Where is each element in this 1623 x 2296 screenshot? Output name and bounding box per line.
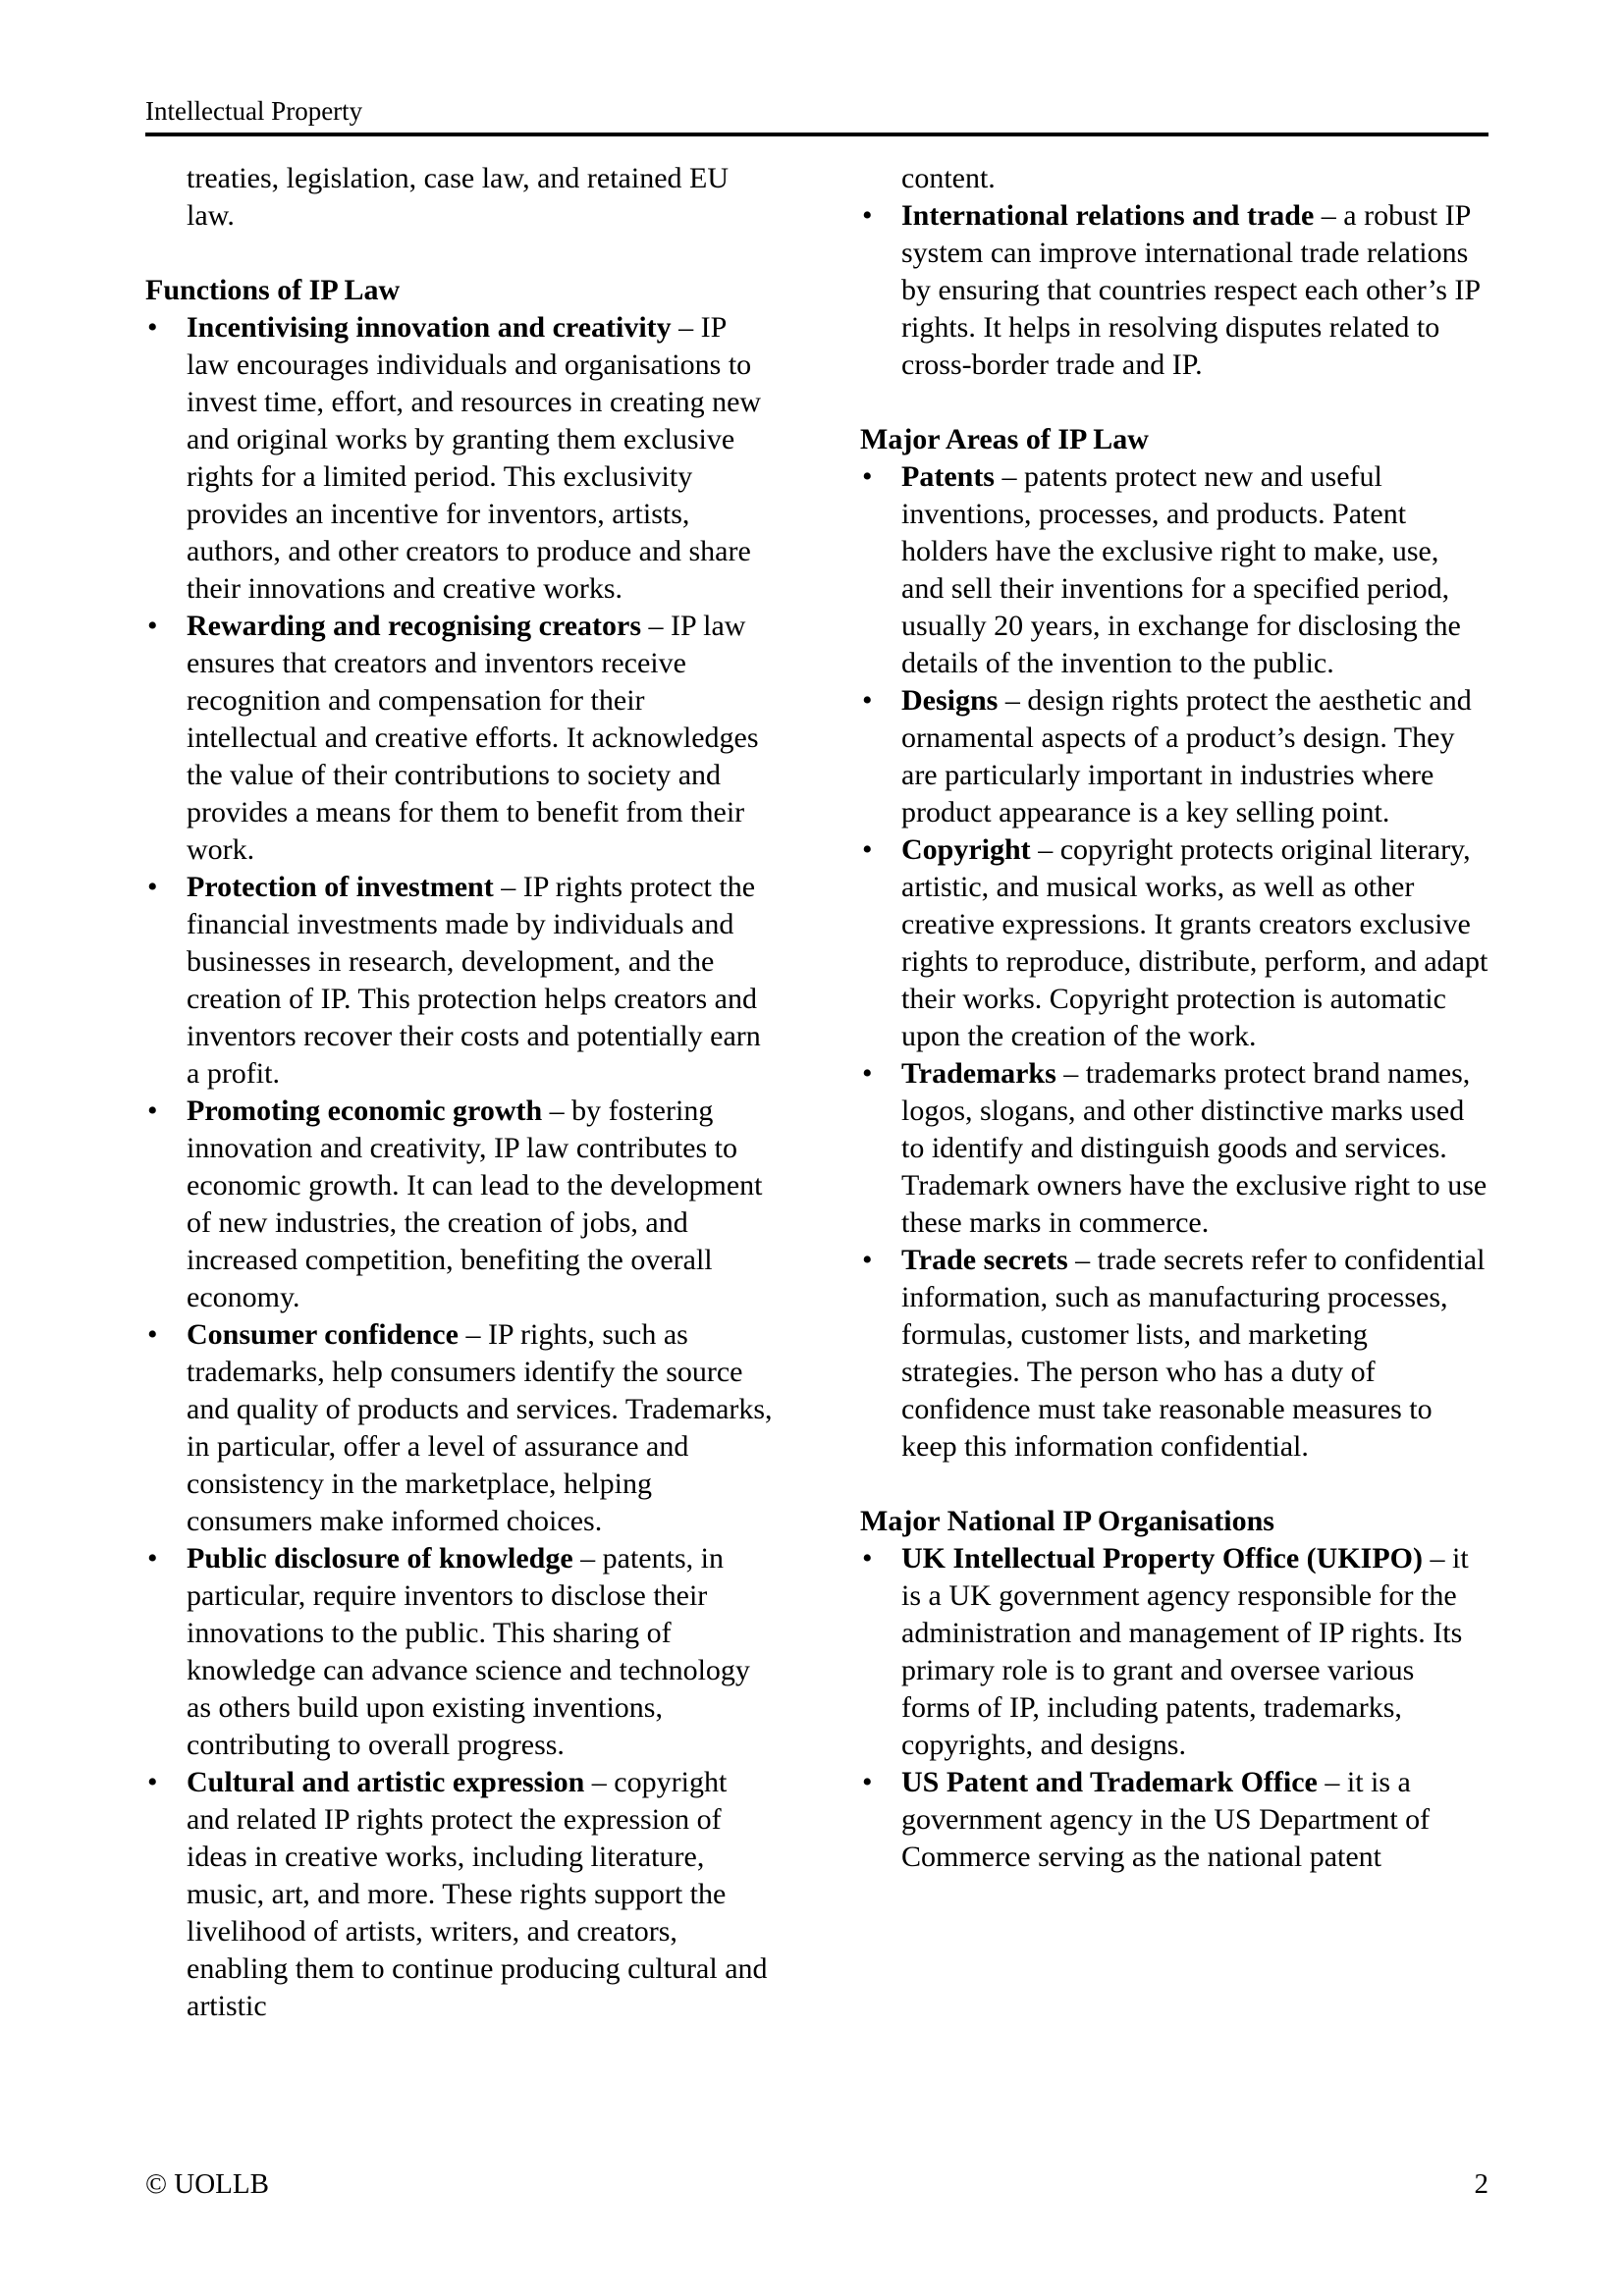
dash-separator: – bbox=[493, 871, 523, 903]
dash-separator: – bbox=[458, 1318, 488, 1351]
item-term: Cultural and artistic expression bbox=[187, 1766, 585, 1798]
continuation-paragraph: content. bbox=[901, 162, 996, 194]
bullet-item bbox=[860, 831, 1488, 1055]
dash-separator: – bbox=[671, 311, 701, 344]
bullet-item bbox=[145, 608, 774, 869]
dash-separator: – bbox=[1317, 1766, 1347, 1798]
bullet-icon: • bbox=[862, 460, 873, 493]
item-body: trade secrets refer to confidential information, such as manufacturing processes, formulas, customer lists, and marketing strategies. The person who has a duty of confidence must take reasonable measures to keep this information confidential. bbox=[901, 1244, 1486, 1463]
item-term: Copyright bbox=[901, 833, 1031, 866]
bullet-icon: • bbox=[147, 871, 158, 903]
bullet-item bbox=[145, 1316, 774, 1540]
dash-separator: – bbox=[542, 1095, 572, 1127]
bullet-icon: • bbox=[862, 684, 873, 717]
bullet-icon: • bbox=[147, 1095, 158, 1127]
item-body: patents protect new and useful inventions, processes, and products. Patent holders have the exclusive right to make, use, and sell their inventions for a specified period, usually 20 years, in exchange for disclosing the details of the invention to the public. bbox=[901, 460, 1461, 679]
page-footer bbox=[145, 2166, 1488, 2202]
section-heading-functions: Functions of IP Law bbox=[145, 274, 401, 306]
dash-separator: – bbox=[1422, 1542, 1452, 1575]
bullet-item bbox=[145, 869, 774, 1093]
item-body: design rights protect the aesthetic and ornamental aspects of a product’s design. They are particularly important in industries where product appearance is a key selling point. bbox=[901, 684, 1472, 828]
bullet-item bbox=[145, 1764, 774, 2025]
item-body: IP law encourages individuals and organisations to invest time, effort, and resources in creating new and original works by granting them exclusive rights for a limited period. This exclusivity provides an incentive for inventors, artists, authors, and other creators to produce and share their innovations and creative works. bbox=[187, 311, 762, 605]
bullet-item bbox=[860, 1055, 1488, 1242]
bullet-item bbox=[145, 309, 774, 608]
item-body: trademarks protect brand names, logos, slogans, and other distinctive marks used to identify and distinguish goods and services. Trademark owners have the exclusive right to use these marks in commerce. bbox=[901, 1057, 1488, 1239]
dash-separator: – bbox=[641, 610, 672, 642]
bullet-icon: • bbox=[862, 1244, 873, 1276]
item-term: Protection of investment bbox=[187, 871, 494, 903]
item-term: International relations and trade bbox=[901, 199, 1315, 232]
item-body: a robust IP system can improve international trade relations by ensuring that countries respect each other’s IP rights. It helps in resolving disputes related to cross-border trade and IP. bbox=[901, 199, 1480, 381]
dash-separator: – bbox=[1055, 1057, 1086, 1090]
item-body: IP law ensures that creators and inventors receive recognition and compensation for their intellectual and creative efforts. It acknowledges the value of their contributions to society and provides a means for them to benefit from their work. bbox=[187, 610, 759, 866]
section-heading-major-areas: Major Areas of IP Law bbox=[860, 423, 1149, 455]
running-header-title: Intellectual Property bbox=[145, 96, 363, 126]
bullet-icon: • bbox=[147, 311, 158, 344]
bullet-item bbox=[860, 1764, 1488, 1876]
continuation-paragraph: treaties, legislation, case law, and retained EU law. bbox=[187, 162, 729, 232]
item-term: Consumer confidence bbox=[187, 1318, 459, 1351]
left-column bbox=[145, 160, 774, 2025]
bullet-icon: • bbox=[147, 610, 158, 642]
dash-separator: – bbox=[1067, 1244, 1098, 1276]
bullet-item bbox=[860, 458, 1488, 682]
page-content bbox=[145, 160, 1488, 2025]
functions-list bbox=[145, 309, 774, 2025]
bullet-icon: • bbox=[862, 1542, 873, 1575]
bullet-icon: • bbox=[862, 833, 873, 866]
footer-copyright: © UOLLB bbox=[145, 2168, 269, 2200]
item-term: Trade secrets bbox=[901, 1244, 1068, 1276]
item-body: by fostering innovation and creativity, IP law contributes to economic growth. It can lead to the development of new industries, the creation of jobs, and increased competition, benefiting the overall economy. bbox=[187, 1095, 763, 1313]
item-term: Public disclosure of knowledge bbox=[187, 1542, 573, 1575]
item-body: it is a government agency in the US Department of Commerce serving as the national patent bbox=[901, 1766, 1431, 1873]
bullet-icon: • bbox=[147, 1318, 158, 1351]
item-term: Promoting economic growth bbox=[187, 1095, 543, 1127]
bullet-item bbox=[860, 197, 1488, 384]
item-body: IP rights protect the financial investments made by individuals and businesses in research, development, and the creation of IP. This protection helps creators and inventors recover their costs and potentially earn a profit. bbox=[187, 871, 761, 1090]
item-body: copyright and related IP rights protect the expression of ideas in creative works, including literature, music, art, and more. These rights support the livelihood of artists, writers, and creators, enabling them to continue producing cultural and artistic bbox=[187, 1766, 768, 2022]
organisations-list bbox=[860, 1540, 1488, 1876]
right-column bbox=[860, 160, 1488, 2025]
bullet-item bbox=[145, 1093, 774, 1316]
intro-list bbox=[860, 197, 1488, 384]
bullet-item bbox=[145, 1540, 774, 1764]
major-areas-list bbox=[860, 458, 1488, 1466]
item-term: Trademarks bbox=[901, 1057, 1056, 1090]
bullet-icon: • bbox=[862, 199, 873, 232]
dash-separator: – bbox=[572, 1542, 603, 1575]
bullet-item bbox=[860, 1540, 1488, 1764]
bullet-item bbox=[860, 1242, 1488, 1466]
bullet-icon: • bbox=[862, 1057, 873, 1090]
section-heading-organisations: Major National IP Organisations bbox=[860, 1505, 1274, 1537]
item-body: IP rights, such as trademarks, help consumers identify the source and quality of products and services. Trademarks, in particular, offer a level of assurance and consistency in the marketplace, helping consumers make informed choices. bbox=[187, 1318, 773, 1537]
page-number: 2 bbox=[1474, 2168, 1488, 2200]
item-term: Rewarding and recognising creators bbox=[187, 610, 642, 642]
item-term: US Patent and Trademark Office bbox=[901, 1766, 1318, 1798]
page-header bbox=[145, 95, 1488, 136]
item-term: Designs bbox=[901, 684, 999, 717]
dash-separator: – bbox=[998, 684, 1028, 717]
dash-separator: – bbox=[1030, 833, 1060, 866]
item-term: Patents bbox=[901, 460, 995, 493]
bullet-item bbox=[860, 682, 1488, 831]
item-body: patents, in particular, require inventors to disclose their innovations to the public. This sharing of knowledge can advance science and technology as others build upon existing inventions, contributing to overall progress. bbox=[187, 1542, 750, 1761]
dash-separator: – bbox=[994, 460, 1024, 493]
item-term: UK Intellectual Property Office (UKIPO) bbox=[901, 1542, 1423, 1575]
item-body: copyright protects original literary, artistic, and musical works, as well as other creative expressions. It grants creators exclusive rights to reproduce, distribute, perform, and adapt their works. Copyright protection is automatic upon the creation of the work. bbox=[901, 833, 1488, 1052]
bullet-icon: • bbox=[147, 1766, 158, 1798]
bullet-icon: • bbox=[147, 1542, 158, 1575]
item-body: it is a UK government agency responsible for the administration and management of IP rights. Its primary role is to grant and oversee various forms of IP, including patents, trademarks, copyrights, and designs. bbox=[901, 1542, 1469, 1761]
bullet-icon: • bbox=[862, 1766, 873, 1798]
dash-separator: – bbox=[584, 1766, 615, 1798]
item-term: Incentivising innovation and creativity bbox=[187, 311, 672, 344]
dash-separator: – bbox=[1314, 199, 1344, 232]
